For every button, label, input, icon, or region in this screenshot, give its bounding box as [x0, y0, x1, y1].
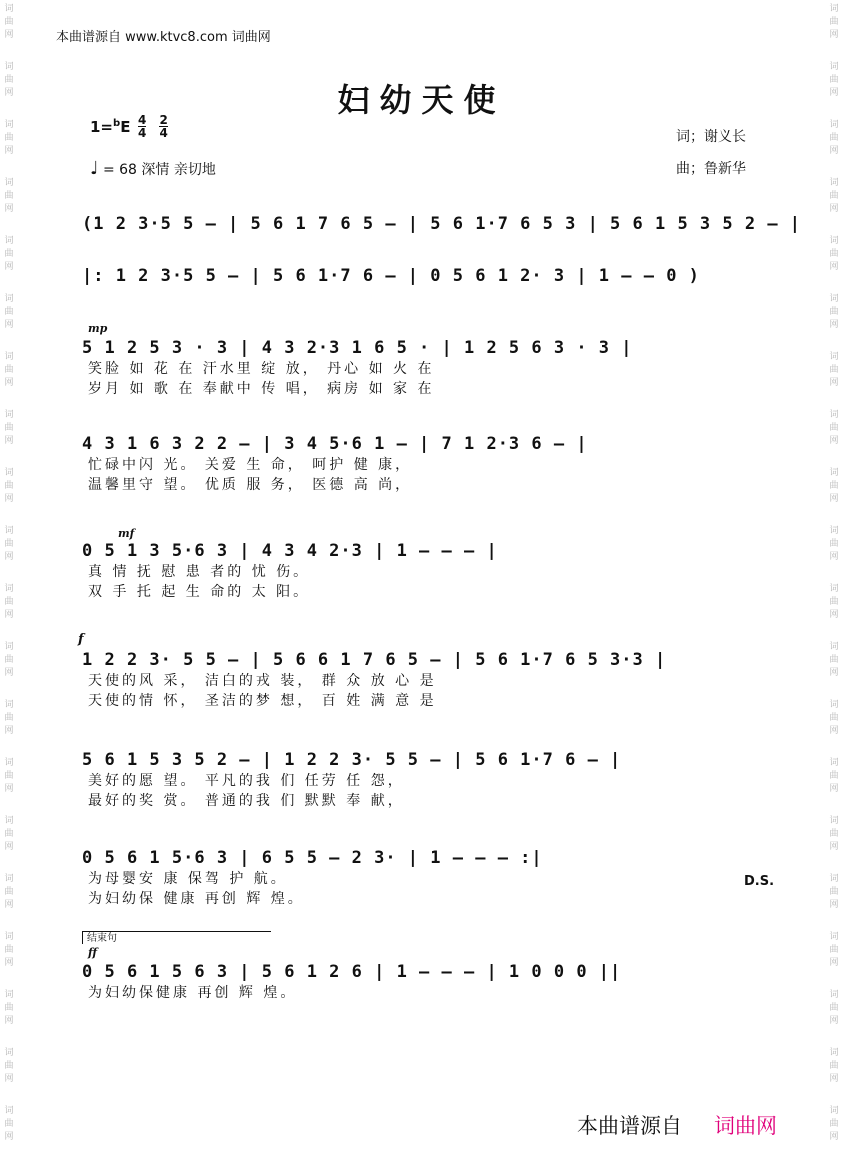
watermark-glyph: 曲: [829, 191, 839, 201]
watermark-glyph: 网: [4, 204, 14, 214]
watermark-glyph: 词: [829, 4, 839, 14]
lyric-verse-1: 天使的风 采， 洁白的戎 装， 群 众 放 心 是: [88, 673, 437, 689]
watermark-glyph: 词: [829, 352, 839, 362]
watermark-glyph: 网: [4, 1016, 14, 1026]
watermark-glyph: 词: [4, 410, 14, 420]
dynamic-mark: mp: [88, 322, 108, 335]
watermark-glyph: 曲: [829, 539, 839, 549]
lyric-verse-1: 忙碌中闪 光。 关爱 生 命， 呵护 健 康，: [88, 457, 413, 473]
watermark-glyph: 网: [4, 900, 14, 910]
watermark-glyph: 曲: [829, 1003, 839, 1013]
watermark-glyph: 曲: [829, 1061, 839, 1071]
ending-label: 结束句: [87, 933, 117, 944]
score-line-1: [82, 214, 802, 234]
score-line-7: [82, 750, 762, 810]
watermark-glyph: 词: [829, 758, 839, 768]
footer-source-text: 本曲谱源自: [577, 1114, 682, 1138]
watermark-glyph: 网: [829, 320, 839, 330]
watermark-glyph: 曲: [829, 365, 839, 375]
watermark-glyph: 词: [4, 1048, 14, 1058]
watermark-glyph: 曲: [4, 307, 14, 317]
watermark-glyph: 词: [829, 642, 839, 652]
right-watermark-strip: [825, 0, 843, 1172]
watermark-glyph: 曲: [829, 771, 839, 781]
watermark-glyph: 网: [829, 378, 839, 388]
watermark-glyph: 词: [829, 62, 839, 72]
dynamic-mark: ff: [88, 946, 98, 959]
watermark-glyph: 曲: [829, 481, 839, 491]
watermark-glyph: 曲: [4, 945, 14, 955]
lyricist: 词；谢义长: [676, 129, 746, 145]
left-watermark-strip: [0, 0, 18, 1172]
time-signature-2-4: $\frac{2}{4}$: [159, 113, 168, 140]
notation: 0 5 6 1 5 6 3 | 5 6 1 2 6 | 1 – – – | 1 0 0 0 ||: [82, 962, 622, 982]
lyric-verse-1: 真 情 抚 慰 患 者的 忧 伤。: [88, 564, 311, 580]
key-signature: 1=$^b$E: [90, 118, 131, 136]
watermark-glyph: 曲: [829, 1119, 839, 1129]
watermark-glyph: 词: [829, 526, 839, 536]
score-line-4: [82, 434, 762, 494]
watermark-glyph: 曲: [4, 1061, 14, 1071]
watermark-glyph: 词: [4, 642, 14, 652]
watermark-glyph: 曲: [829, 75, 839, 85]
score-line-5: [82, 527, 762, 601]
dynamic-mark: mf: [118, 527, 135, 540]
ds-marking: D.S.: [744, 874, 775, 889]
watermark-glyph: 曲: [4, 481, 14, 491]
watermark-glyph: 网: [4, 842, 14, 852]
watermark-glyph: 网: [4, 88, 14, 98]
watermark-glyph: 词: [4, 700, 14, 710]
watermark-glyph: 词: [829, 700, 839, 710]
watermark-glyph: 曲: [4, 1003, 14, 1013]
watermark-glyph: 词: [829, 874, 839, 884]
watermark-glyph: 曲: [4, 191, 14, 201]
lyric-verse-1: 为妇幼保健康 再创 辉 煌。: [88, 985, 298, 1001]
watermark-glyph: 词: [4, 468, 14, 478]
tempo-marking: ♩ = 68 深情 亲切地: [90, 158, 216, 179]
watermark-glyph: 词: [4, 990, 14, 1000]
watermark-glyph: 网: [4, 378, 14, 388]
watermark-glyph: 曲: [4, 1119, 14, 1129]
watermark-glyph: 网: [829, 436, 839, 446]
watermark-glyph: 曲: [4, 539, 14, 549]
watermark-glyph: 词: [829, 468, 839, 478]
watermark-glyph: 曲: [829, 945, 839, 955]
watermark-glyph: 词: [829, 932, 839, 942]
watermark-glyph: 曲: [4, 597, 14, 607]
score-line-2: [82, 266, 762, 286]
watermark-glyph: 曲: [4, 365, 14, 375]
watermark-glyph: 网: [829, 1016, 839, 1026]
notation: 4 3 1 6 3 2 2 – | 3 4 5·6 1 – | 7 1 2·3 6 – |: [82, 434, 588, 454]
watermark-glyph: 词: [4, 236, 14, 246]
source-header[interactable]: 本曲谱源自 www.ktvc8.com 词曲网: [56, 30, 271, 45]
watermark-glyph: 网: [4, 1074, 14, 1084]
watermark-glyph: 曲: [829, 887, 839, 897]
watermark-glyph: 词: [4, 816, 14, 826]
lyric-verse-2: 最好的奖 赏。 普通的我 们 默默 奉 献，: [88, 793, 405, 809]
lyric-verse-2: 温馨里守 望。 优质 服 务， 医德 高 尚，: [88, 477, 413, 493]
notation: 0 5 6 1 5·6 3 | 6 5 5 – 2 3· | 1 – – – :|: [82, 848, 543, 868]
watermark-glyph: 曲: [829, 307, 839, 317]
watermark-glyph: 网: [829, 842, 839, 852]
score-line-3: [82, 322, 762, 398]
notation: 5 6 1 5 3 5 2 – | 1 2 2 3· 5 5 – | 5 6 1·7 6 – |: [82, 750, 622, 770]
watermark-glyph: 曲: [829, 655, 839, 665]
time-signature-4-4: $\frac{4}{4}$: [138, 113, 147, 140]
watermark-glyph: 词: [4, 758, 14, 768]
watermark-glyph: 网: [829, 1132, 839, 1142]
watermark-glyph: 曲: [4, 423, 14, 433]
lyric-verse-2: 天使的情 怀， 圣洁的梦 想， 百 姓 满 意 是: [88, 693, 437, 709]
watermark-glyph: 词: [4, 120, 14, 130]
watermark-glyph: 曲: [829, 133, 839, 143]
watermark-glyph: 曲: [4, 17, 14, 27]
watermark-glyph: 词: [829, 236, 839, 246]
watermark-glyph: 词: [4, 4, 14, 14]
score-line-9: [82, 946, 762, 1002]
watermark-glyph: 网: [4, 726, 14, 736]
watermark-glyph: 网: [4, 320, 14, 330]
composer: 曲；鲁新华: [676, 161, 746, 177]
quarter-note-icon: ♩: [90, 158, 99, 179]
watermark-glyph: 网: [829, 30, 839, 40]
watermark-glyph: 网: [829, 204, 839, 214]
watermark-glyph: 词: [4, 1106, 14, 1116]
watermark-glyph: 网: [829, 494, 839, 504]
watermark-glyph: 词: [829, 294, 839, 304]
lyric-verse-1: 笑脸 如 花 在 汗水里 绽 放， 丹心 如 火 在: [88, 361, 435, 377]
watermark-glyph: 词: [4, 932, 14, 942]
watermark-glyph: 网: [829, 262, 839, 272]
watermark-glyph: 词: [829, 990, 839, 1000]
watermark-glyph: 词: [4, 352, 14, 362]
watermark-glyph: 词: [4, 874, 14, 884]
watermark-glyph: 曲: [829, 597, 839, 607]
notation: |: 1 2 3·5 5 – | 5 6 1·7 6 – | 0 5 6 1 2· 3 | 1 – – 0 ): [82, 266, 700, 286]
watermark-glyph: 网: [4, 610, 14, 620]
watermark-glyph: 曲: [829, 423, 839, 433]
lyric-verse-2: 岁月 如 歌 在 奉献中 传 唱， 病房 如 家 在: [88, 381, 435, 397]
watermark-glyph: 网: [4, 436, 14, 446]
watermark-glyph: 词: [4, 62, 14, 72]
watermark-glyph: 网: [4, 784, 14, 794]
watermark-glyph: 词: [829, 816, 839, 826]
watermark-glyph: 网: [829, 900, 839, 910]
watermark-glyph: 网: [829, 552, 839, 562]
watermark-glyph: 曲: [4, 771, 14, 781]
watermark-glyph: 词: [4, 178, 14, 188]
ending-bracket: [82, 931, 271, 944]
lyric-verse-1: 美好的愿 望。 平凡的我 们 任劳 任 怨，: [88, 773, 405, 789]
watermark-glyph: 词: [4, 294, 14, 304]
watermark-glyph: 网: [829, 784, 839, 794]
lyric-verse-1: 为母婴安 康 保驾 护 航。: [88, 871, 288, 887]
notation: 0 5 1 3 5·6 3 | 4 3 4 2·3 | 1 – – – |: [82, 541, 498, 561]
song-title: 妇幼天使: [337, 81, 506, 119]
notation: (1 2 3·5 5 – | 5 6 1 7 6 5 – | 5 6 1·7 6 5 3 | 5 6 1 5 3 5 2 – |: [82, 214, 802, 234]
watermark-glyph: 网: [4, 494, 14, 504]
watermark-glyph: 网: [4, 146, 14, 156]
watermark-glyph: 曲: [4, 829, 14, 839]
watermark-glyph: 曲: [829, 249, 839, 259]
watermark-glyph: 词: [829, 1106, 839, 1116]
watermark-glyph: 曲: [829, 829, 839, 839]
dynamic-mark: f: [78, 632, 84, 647]
footer-site-link[interactable]: 词曲网: [714, 1114, 777, 1138]
watermark-glyph: 曲: [4, 655, 14, 665]
watermark-glyph: 网: [4, 1132, 14, 1142]
watermark-glyph: 词: [829, 178, 839, 188]
watermark-glyph: 曲: [4, 75, 14, 85]
time-signatures: [138, 114, 176, 139]
watermark-glyph: 曲: [829, 17, 839, 27]
watermark-glyph: 词: [4, 526, 14, 536]
score-line-8: [82, 848, 762, 908]
watermark-glyph: 曲: [4, 887, 14, 897]
watermark-glyph: 曲: [4, 133, 14, 143]
watermark-glyph: 网: [829, 146, 839, 156]
watermark-glyph: 网: [4, 262, 14, 272]
watermark-glyph: 网: [4, 552, 14, 562]
lyric-verse-2: 为妇幼保 健康 再创 辉 煌。: [88, 891, 305, 907]
watermark-glyph: 词: [829, 584, 839, 594]
watermark-glyph: 网: [829, 1074, 839, 1084]
watermark-glyph: 词: [829, 120, 839, 130]
watermark-glyph: 词: [829, 1048, 839, 1058]
watermark-glyph: 词: [4, 584, 14, 594]
watermark-glyph: 词: [829, 410, 839, 420]
watermark-glyph: 网: [829, 668, 839, 678]
watermark-glyph: 网: [4, 958, 14, 968]
notation: 1 2 2 3· 5 5 – | 5 6 6 1 7 6 5 – | 5 6 1·7 6 5 3·3 |: [82, 650, 667, 670]
lyric-verse-2: 双 手 托 起 生 命的 太 阳。: [88, 584, 311, 600]
watermark-glyph: 网: [829, 958, 839, 968]
watermark-glyph: 网: [829, 610, 839, 620]
watermark-glyph: 网: [4, 30, 14, 40]
watermark-glyph: 网: [829, 726, 839, 736]
watermark-glyph: 网: [4, 668, 14, 678]
score-line-6: [78, 632, 762, 710]
watermark-glyph: 网: [829, 88, 839, 98]
watermark-glyph: 曲: [4, 249, 14, 259]
watermark-glyph: 曲: [4, 713, 14, 723]
watermark-glyph: 曲: [829, 713, 839, 723]
notation: 5 1 2 5 3 · 3 | 4 3 2·3 1 6 5 · | 1 2 5 6 3 · 3 |: [82, 338, 633, 358]
